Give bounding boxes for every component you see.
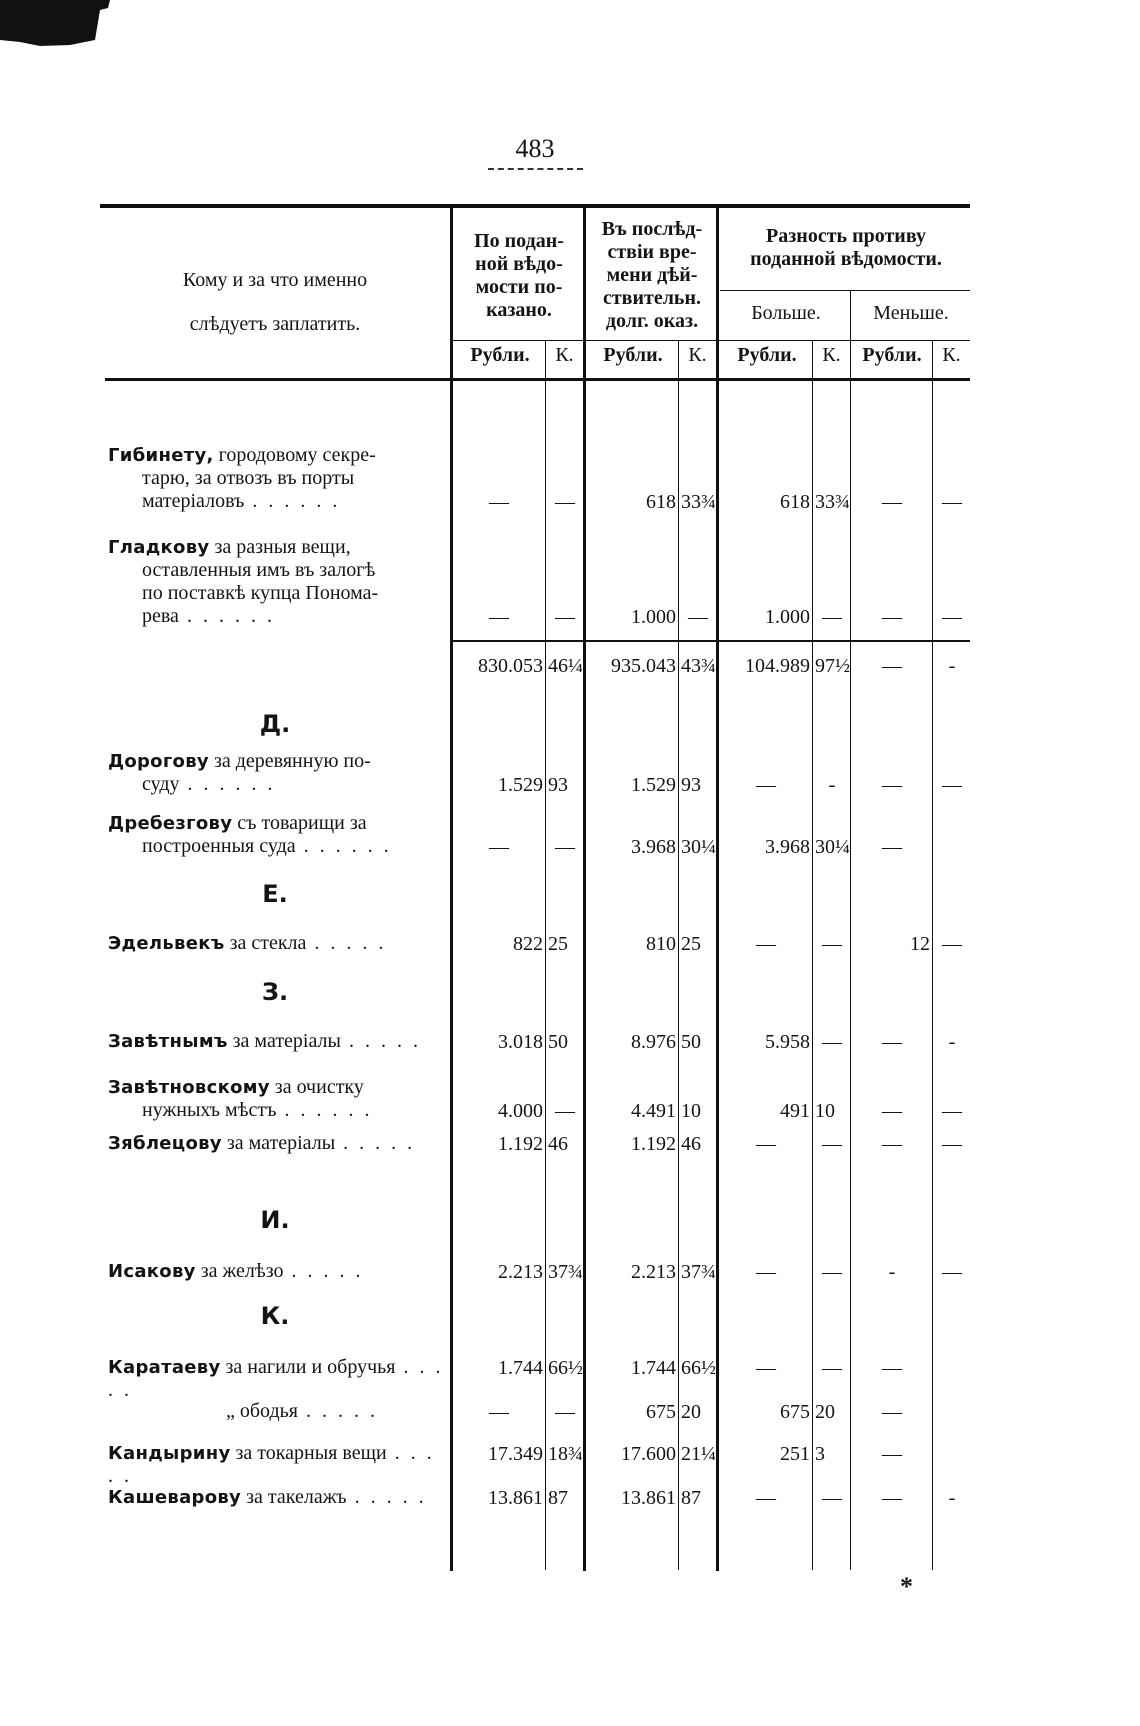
leader-dots: . . . . . . [244, 490, 341, 512]
cell-more-r: — [756, 1133, 776, 1155]
header-shown-col: По подан- ной вѣдо- мости по- казано. [474, 230, 564, 321]
col-rule-2 [583, 206, 586, 1571]
cell-more-k: 20 [815, 1401, 835, 1423]
continuation-text: по поставкѣ купца Понома- [142, 582, 379, 604]
cell-actual-k: 21¼ [681, 1443, 716, 1465]
continuation-text: оставленныя имъ въ залогѣ [142, 559, 376, 581]
cell-less-r: — [882, 836, 902, 858]
cell-more-r: — [756, 1487, 776, 1509]
cell-shown-k: 50 [548, 1031, 568, 1053]
cell-less-k: — [942, 1133, 962, 1155]
payee-name: Дребезгову [108, 813, 233, 834]
cell-less-r: 12 [910, 933, 930, 955]
cell-actual-k: 33¾ [681, 491, 716, 513]
sub-more-k: К. [822, 344, 841, 366]
cell-actual-k: 87 [681, 1487, 701, 1509]
cell-shown-k: — [555, 491, 575, 513]
cell-actual-r: 675 [646, 1401, 676, 1423]
page-number-rule [488, 168, 583, 170]
payee-description: „ ободья [226, 1400, 298, 1422]
leader-dots: . . . . . [283, 1260, 364, 1282]
cell-more-r: 3.968 [765, 836, 810, 858]
header-name-col: Кому и за что именно слѣдуетъ заплатить. [182, 269, 368, 335]
cell-more-k: — [822, 606, 842, 628]
cell-shown-k: 46 [548, 1133, 568, 1155]
header-less: Меньше. [873, 302, 949, 324]
cell-actual-r: 3.968 [631, 836, 676, 858]
cell-shown-k: — [555, 836, 575, 858]
payee-description: за токарныя вещи [235, 1442, 387, 1464]
leader-dots: . . . . . [346, 1486, 427, 1508]
ledger-entry [108, 1486, 444, 1509]
cell-more-r: 675 [780, 1401, 810, 1423]
cell-more-k: — [822, 1487, 842, 1509]
footer-mark: * [900, 1572, 913, 1601]
cell-actual-k: 20 [681, 1401, 701, 1423]
ledger-entry [108, 932, 444, 955]
payee-description: за матеріалы [226, 1132, 336, 1154]
cell-shown-k: 66½ [548, 1357, 583, 1379]
cell-shown-r: — [489, 1401, 509, 1423]
sub-more-rubli: Рубли. [737, 344, 797, 366]
cell-more-k: — [822, 1357, 842, 1379]
cell-actual-k: 10 [681, 1100, 701, 1122]
cell-shown-r: 1.529 [498, 774, 543, 796]
sub-less-rubli: Рубли. [862, 344, 922, 366]
leader-dots: . . . . . [108, 1356, 444, 1401]
payee-name: Гладкову [108, 537, 210, 558]
payee-description: за очистку [274, 1076, 364, 1098]
cell-less-r: — [882, 1487, 902, 1509]
section-letter: Е. [262, 880, 288, 908]
cell-actual-k: — [688, 606, 708, 628]
cell-actual-r: 1.744 [631, 1357, 676, 1379]
payee-description: городовому секре- [218, 444, 376, 466]
sub-shown-rubli: Рубли. [470, 344, 530, 366]
cell-shown-k: 37¾ [548, 1261, 583, 1283]
entry-first-line [108, 1486, 444, 1509]
sub-actual-rubli: Рубли. [603, 344, 663, 366]
ledger-entry [108, 750, 444, 796]
col-rule-3 [716, 206, 719, 1571]
sub-actual-k: К. [688, 344, 707, 366]
cell-actual-r: 8.976 [631, 1031, 676, 1053]
ledger-entry [108, 536, 444, 628]
ledger-entry [108, 1400, 444, 1423]
continuation-text: рева [142, 605, 179, 627]
cell-less-r: — [882, 1401, 902, 1423]
cell-less-k: - [948, 655, 956, 677]
cell-shown-k: 93 [548, 774, 568, 796]
cell-more-k: — [822, 1133, 842, 1155]
payee-name: Каратаеву [108, 1357, 221, 1378]
cell-more-r: — [756, 774, 776, 796]
entry-continuation [108, 773, 444, 796]
cell-more-r: — [756, 1261, 776, 1283]
diff-split-rule [720, 290, 970, 291]
cell-actual-k: 43¾ [681, 655, 716, 677]
cell-actual-r: 618 [646, 491, 676, 513]
cell-more-k: — [822, 1031, 842, 1053]
cell-less-k: — [942, 606, 962, 628]
entry-continuation [108, 835, 444, 858]
ledger-entry [108, 444, 444, 513]
leader-dots: . . . . . . [295, 835, 392, 857]
cell-actual-r: 2.213 [631, 1261, 676, 1283]
cell-less-r: — [882, 774, 902, 796]
payee-description: съ товарищи за [237, 812, 367, 834]
cell-shown-r: — [489, 836, 509, 858]
cell-shown-r: 17.349 [488, 1443, 543, 1465]
cell-actual-r: 4.491 [631, 1100, 676, 1122]
cell-shown-r: 822 [513, 933, 543, 955]
cell-actual-k: 37¾ [681, 1261, 716, 1283]
payee-name: Завѣтнымъ [108, 1031, 228, 1052]
cell-shown-k: — [555, 1401, 575, 1423]
ledger-entry [108, 1076, 444, 1122]
cell-shown-k: 18¾ [548, 1443, 583, 1465]
leader-dots: . . . . . [340, 1030, 421, 1052]
col-rule-less-k [932, 340, 933, 1570]
payee-name: Кандырину [108, 1443, 231, 1464]
cell-more-k: - [828, 774, 836, 796]
cell-shown-r: — [489, 491, 509, 513]
payee-description: за матеріалы [232, 1030, 341, 1052]
ledger-entry [108, 812, 444, 858]
cell-more-k: — [822, 933, 842, 955]
cell-more-k: — [822, 1261, 842, 1283]
cell-shown-r: 1.744 [498, 1357, 543, 1379]
cell-less-k: - [948, 1031, 956, 1053]
continuation-text: матеріаловъ [142, 490, 245, 512]
continuation-text: нужныхъ мѣстъ [142, 1099, 277, 1121]
continuation-text: суду [142, 773, 180, 795]
ledger-entry [108, 1356, 444, 1402]
cell-more-k: 3 [815, 1443, 825, 1465]
leader-dots: . . . . . [306, 932, 387, 954]
cell-actual-k: 93 [681, 774, 701, 796]
cell-less-r: — [882, 606, 902, 628]
cell-shown-k: 25 [548, 933, 568, 955]
page-number: 483 [515, 134, 555, 163]
leader-dots: . . . . . . [276, 1099, 373, 1121]
cell-shown-k: — [555, 606, 575, 628]
entry-first-line [108, 1442, 444, 1488]
payee-description: за разныя вещи, [214, 536, 351, 558]
cell-actual-r: 1.000 [631, 606, 676, 628]
ledger-entry [108, 1030, 444, 1053]
entry-first-line [108, 536, 444, 559]
continuation-text: построенныя суда [142, 835, 296, 857]
payee-name: Эдельвекъ [108, 933, 225, 954]
leader-dots: . . . . . [297, 1400, 378, 1422]
ledger-entry [108, 1260, 444, 1283]
cell-less-r: — [882, 491, 902, 513]
section-letter: Д. [259, 710, 291, 738]
payee-name: Гибинету, [108, 445, 214, 466]
entry-first-line [108, 1132, 444, 1155]
cell-shown-k: 46¼ [548, 655, 583, 677]
payee-name: Дорогову [108, 751, 209, 772]
cell-actual-r: 17.600 [621, 1443, 676, 1465]
cell-less-r: — [882, 655, 902, 677]
entry-first-line [108, 1356, 444, 1402]
payee-name: Завѣтновскому [108, 1077, 270, 1098]
cell-actual-r: 1.192 [631, 1133, 676, 1155]
cell-less-r: — [882, 1443, 902, 1465]
entry-continuation [108, 1099, 444, 1122]
cell-less-r: — [882, 1031, 902, 1053]
cell-shown-r: 4.000 [498, 1100, 543, 1122]
leader-dots: . . . . . . [179, 773, 276, 795]
payee-description: за деревянную по- [213, 750, 371, 772]
header-diff-col: Разность противу поданной вѣдомости. [750, 225, 942, 270]
cell-shown-k: — [555, 1100, 575, 1122]
payee-name: Исакову [108, 1261, 196, 1282]
section-letter: К. [260, 1302, 290, 1330]
entry-first-line [108, 812, 444, 835]
entry-continuation [108, 605, 444, 628]
entry-first-line [108, 1076, 444, 1099]
payee-description: за такелажъ [246, 1486, 347, 1508]
subheader-rule-left [450, 340, 970, 341]
cell-more-k: 97½ [815, 655, 850, 677]
ledger-entry [108, 1132, 444, 1155]
payee-description: за желѣзо [200, 1260, 284, 1282]
cell-shown-r: 3.018 [498, 1031, 543, 1053]
cell-more-k: 10 [815, 1100, 835, 1122]
cell-less-r: — [882, 1133, 902, 1155]
section-letter: З. [261, 978, 289, 1006]
payee-description: за нагили и обручья [225, 1356, 396, 1378]
payee-name: Кашеварову [108, 1487, 242, 1508]
header-actual-col: Въ послѣд- ствіи вре- мени дѣй- ствительн. долг. оказ. [601, 218, 703, 332]
cell-actual-k: 66½ [681, 1357, 716, 1379]
entry-first-line [108, 932, 444, 955]
cell-more-r: 491 [780, 1100, 810, 1122]
cell-more-r: 618 [780, 491, 810, 513]
col-rule-more-k [812, 340, 813, 1570]
totals-rule [450, 640, 970, 642]
cell-more-r: 251 [780, 1443, 810, 1465]
cell-less-k: - [948, 1487, 956, 1509]
sub-shown-k: К. [555, 344, 574, 366]
cell-more-k: 30¼ [815, 836, 850, 858]
ledger-entry [108, 1442, 444, 1488]
entry-continuation [108, 490, 444, 513]
cell-more-r: — [756, 933, 776, 955]
cell-actual-k: 30¼ [681, 836, 716, 858]
leader-dots: . . . . . [335, 1132, 416, 1154]
col-rule-less [850, 290, 851, 1570]
cell-less-r: - [888, 1261, 896, 1283]
cell-more-r: — [756, 1357, 776, 1379]
cell-actual-r: 1.529 [631, 774, 676, 796]
cell-actual-r: 810 [646, 933, 676, 955]
cell-shown-r: 2.213 [498, 1261, 543, 1283]
cell-shown-k: 87 [548, 1487, 568, 1509]
cell-less-r: — [882, 1357, 902, 1379]
payee-description: за стекла [229, 932, 307, 954]
entry-continuation [108, 582, 444, 605]
payee-name: Зяблецову [108, 1133, 222, 1154]
cell-shown-r: 830.053 [478, 655, 543, 677]
cell-more-r: 5.958 [765, 1031, 810, 1053]
cell-more-r: 1.000 [765, 606, 810, 628]
cell-less-k: — [942, 774, 962, 796]
cell-less-r: — [882, 1100, 902, 1122]
cell-actual-r: 13.861 [621, 1487, 676, 1509]
entry-first-line [108, 750, 444, 773]
cell-shown-r: 13.861 [488, 1487, 543, 1509]
cell-actual-k: 25 [681, 933, 701, 955]
cell-less-k: — [942, 1261, 962, 1283]
entry-first-line [108, 444, 444, 467]
entry-first-line [108, 1030, 444, 1053]
cell-less-k: — [942, 491, 962, 513]
cell-more-k: 33¾ [815, 491, 850, 513]
cell-shown-r: — [489, 606, 509, 628]
table-top-rule [100, 204, 970, 208]
header-more: Больше. [751, 302, 821, 324]
cell-less-k: — [942, 1100, 962, 1122]
leader-dots: . . . . . . [178, 605, 275, 627]
continuation-text: тарю, за отвозъ въ порты [142, 467, 355, 489]
col-rule-actual-k [678, 340, 679, 1570]
entry-first-line [108, 1260, 444, 1283]
col-rule-shown-k [545, 340, 546, 1570]
ink-blot-mark [0, 0, 110, 50]
cell-actual-k: 46 [681, 1133, 701, 1155]
col-rule-1 [450, 206, 453, 1571]
entry-continuation [108, 559, 444, 582]
cell-more-r: 104.989 [745, 655, 810, 677]
header-bottom-rule [105, 378, 970, 381]
entry-continuation [108, 467, 444, 490]
cell-actual-k: 50 [681, 1031, 701, 1053]
cell-shown-r: 1.192 [498, 1133, 543, 1155]
entry-first-line [108, 1400, 444, 1423]
cell-less-k: — [942, 933, 962, 955]
cell-actual-r: 935.043 [611, 655, 676, 677]
sub-less-k: К. [942, 344, 961, 366]
leader-dots: . . . . . [108, 1442, 435, 1487]
section-letter: И. [260, 1206, 290, 1234]
